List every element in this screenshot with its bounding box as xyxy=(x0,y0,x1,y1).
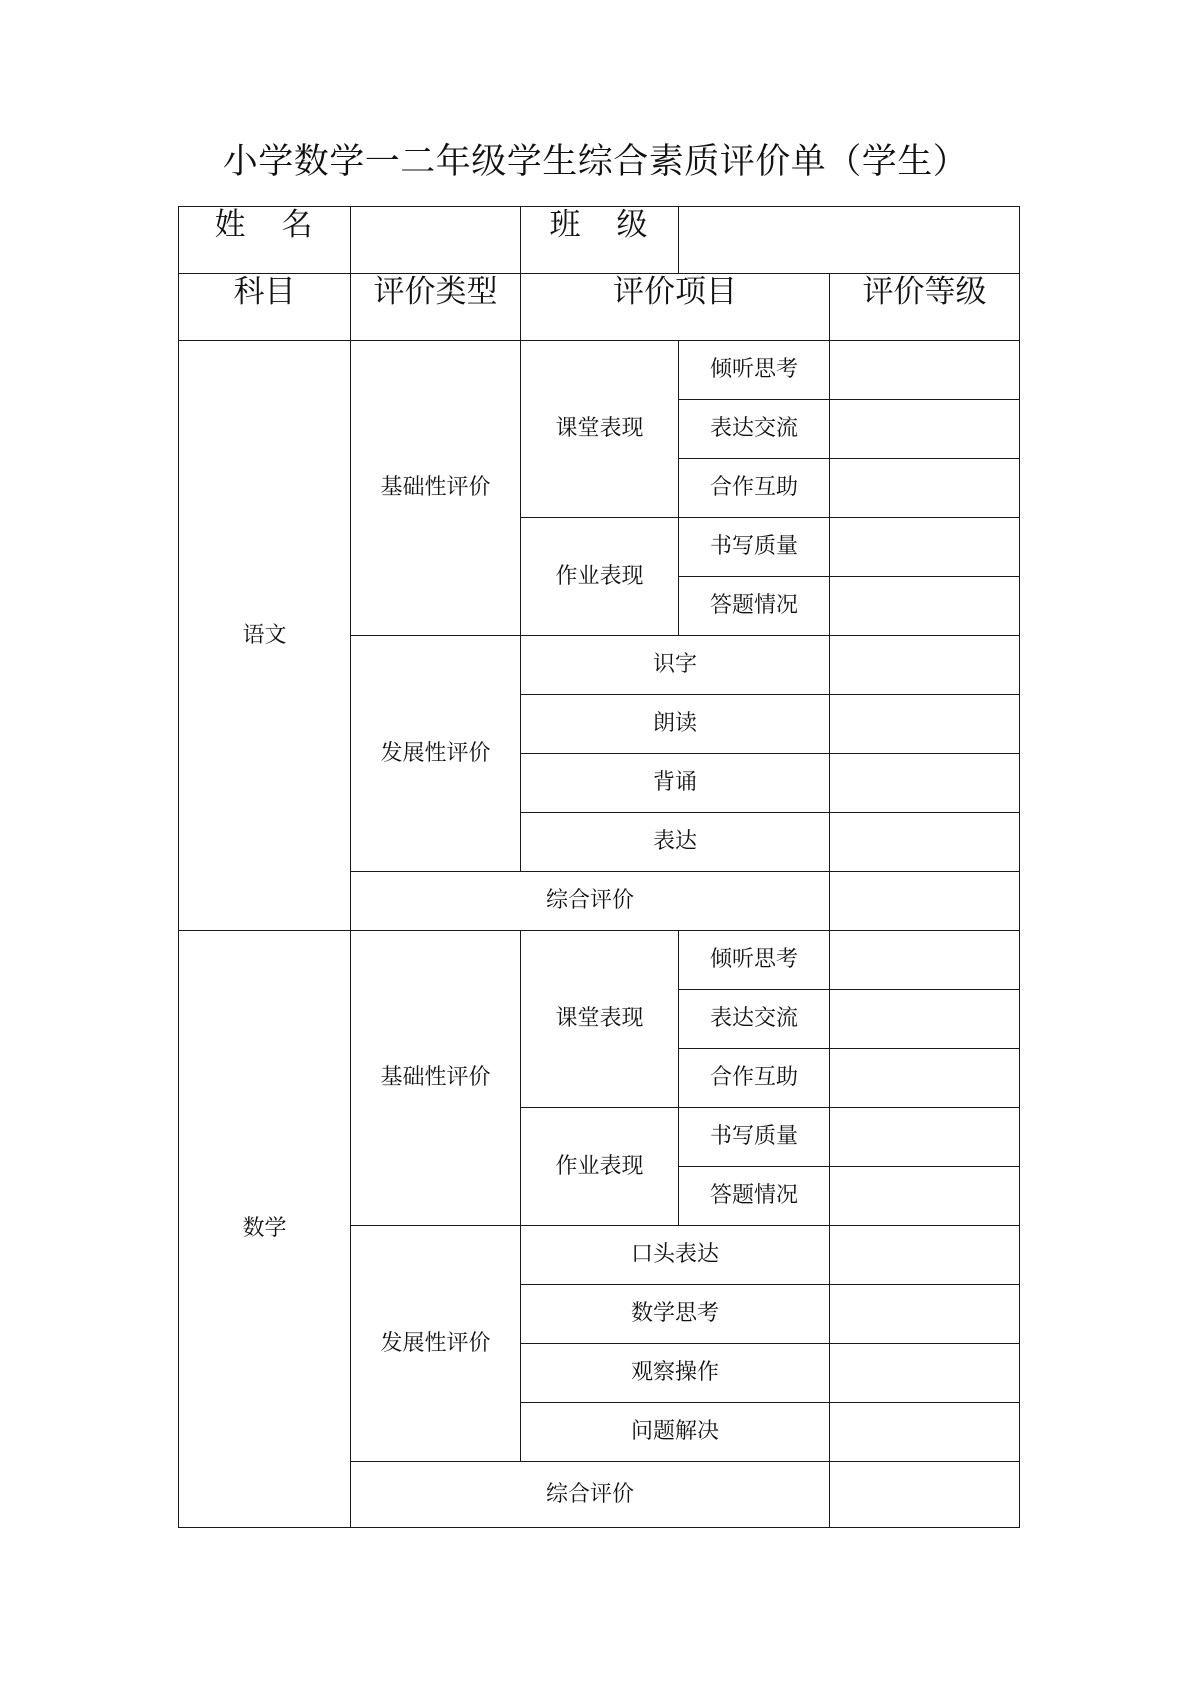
item-cell: 表达交流 xyxy=(679,990,830,1049)
item-cell: 表达交流 xyxy=(679,400,830,459)
item-cell: 数学思考 xyxy=(521,1285,830,1344)
grade-input-cell[interactable] xyxy=(830,518,1020,577)
item-cell: 观察操作 xyxy=(521,1344,830,1403)
grade-input-cell[interactable] xyxy=(830,1285,1020,1344)
group-cell-class-performance: 课堂表现 xyxy=(521,341,679,518)
evaluation-table xyxy=(178,206,1020,1528)
item-cell: 答题情况 xyxy=(679,1167,830,1226)
group-cell-homework-performance: 作业表现 xyxy=(521,518,679,636)
grade-input-cell[interactable] xyxy=(830,459,1020,518)
grade-input-cell[interactable] xyxy=(830,1226,1020,1285)
item-cell: 倾听思考 xyxy=(679,931,830,990)
grade-input-cell[interactable] xyxy=(830,1462,1020,1528)
subject-cell-chinese: 语文 xyxy=(179,341,351,931)
item-cell: 倾听思考 xyxy=(679,341,830,400)
info-row xyxy=(179,207,1020,274)
table-row xyxy=(179,931,1020,990)
grade-input-cell[interactable] xyxy=(830,990,1020,1049)
name-label-char-2: 名 xyxy=(281,207,315,243)
column-header-subject: 科目 xyxy=(179,274,351,341)
subject-cell-math: 数学 xyxy=(179,931,351,1528)
item-cell: 朗读 xyxy=(521,695,830,754)
name-label-char-1: 姓 xyxy=(214,207,248,243)
grade-input-cell[interactable] xyxy=(830,1344,1020,1403)
group-cell-homework-performance: 作业表现 xyxy=(521,1108,679,1226)
group-cell-class-performance: 课堂表现 xyxy=(521,931,679,1108)
column-header-row xyxy=(179,274,1020,341)
item-cell: 识字 xyxy=(521,636,830,695)
item-cell: 合作互助 xyxy=(679,1049,830,1108)
column-header-grade: 评价等级 xyxy=(830,274,1020,341)
item-cell: 表达 xyxy=(521,813,830,872)
name-input-cell[interactable] xyxy=(351,207,521,274)
grade-input-cell[interactable] xyxy=(830,813,1020,872)
page-title: 小学数学一二年级学生综合素质评价单（学生） xyxy=(222,142,969,182)
grade-input-cell[interactable] xyxy=(830,577,1020,636)
class-label-char-1: 班 xyxy=(549,207,583,243)
grade-input-cell[interactable] xyxy=(830,872,1020,931)
item-cell: 书写质量 xyxy=(679,518,830,577)
name-label-cell xyxy=(179,207,351,274)
item-cell: 书写质量 xyxy=(679,1108,830,1167)
grade-input-cell[interactable] xyxy=(830,1108,1020,1167)
development-eval-cell: 发展性评价 xyxy=(351,636,521,872)
item-cell: 问题解决 xyxy=(521,1403,830,1462)
grade-input-cell[interactable] xyxy=(830,1167,1020,1226)
class-label-cell xyxy=(521,207,679,274)
grade-input-cell[interactable] xyxy=(830,400,1020,459)
grade-input-cell[interactable] xyxy=(830,1049,1020,1108)
overall-eval-cell: 综合评价 xyxy=(351,1462,830,1528)
table-row xyxy=(179,341,1020,400)
class-input-cell[interactable] xyxy=(679,207,1020,274)
basic-eval-cell: 基础性评价 xyxy=(351,341,521,636)
grade-input-cell[interactable] xyxy=(830,931,1020,990)
item-cell: 口头表达 xyxy=(521,1226,830,1285)
column-header-type: 评价类型 xyxy=(351,274,521,341)
grade-input-cell[interactable] xyxy=(830,754,1020,813)
grade-input-cell[interactable] xyxy=(830,1403,1020,1462)
grade-input-cell[interactable] xyxy=(830,636,1020,695)
development-eval-cell: 发展性评价 xyxy=(351,1226,521,1462)
grade-input-cell[interactable] xyxy=(830,341,1020,400)
item-cell: 合作互助 xyxy=(679,459,830,518)
overall-eval-cell: 综合评价 xyxy=(351,872,830,931)
class-label-char-2: 级 xyxy=(616,207,650,243)
grade-input-cell[interactable] xyxy=(830,695,1020,754)
column-header-item: 评价项目 xyxy=(521,274,830,341)
item-cell: 答题情况 xyxy=(679,577,830,636)
item-cell: 背诵 xyxy=(521,754,830,813)
basic-eval-cell: 基础性评价 xyxy=(351,931,521,1226)
